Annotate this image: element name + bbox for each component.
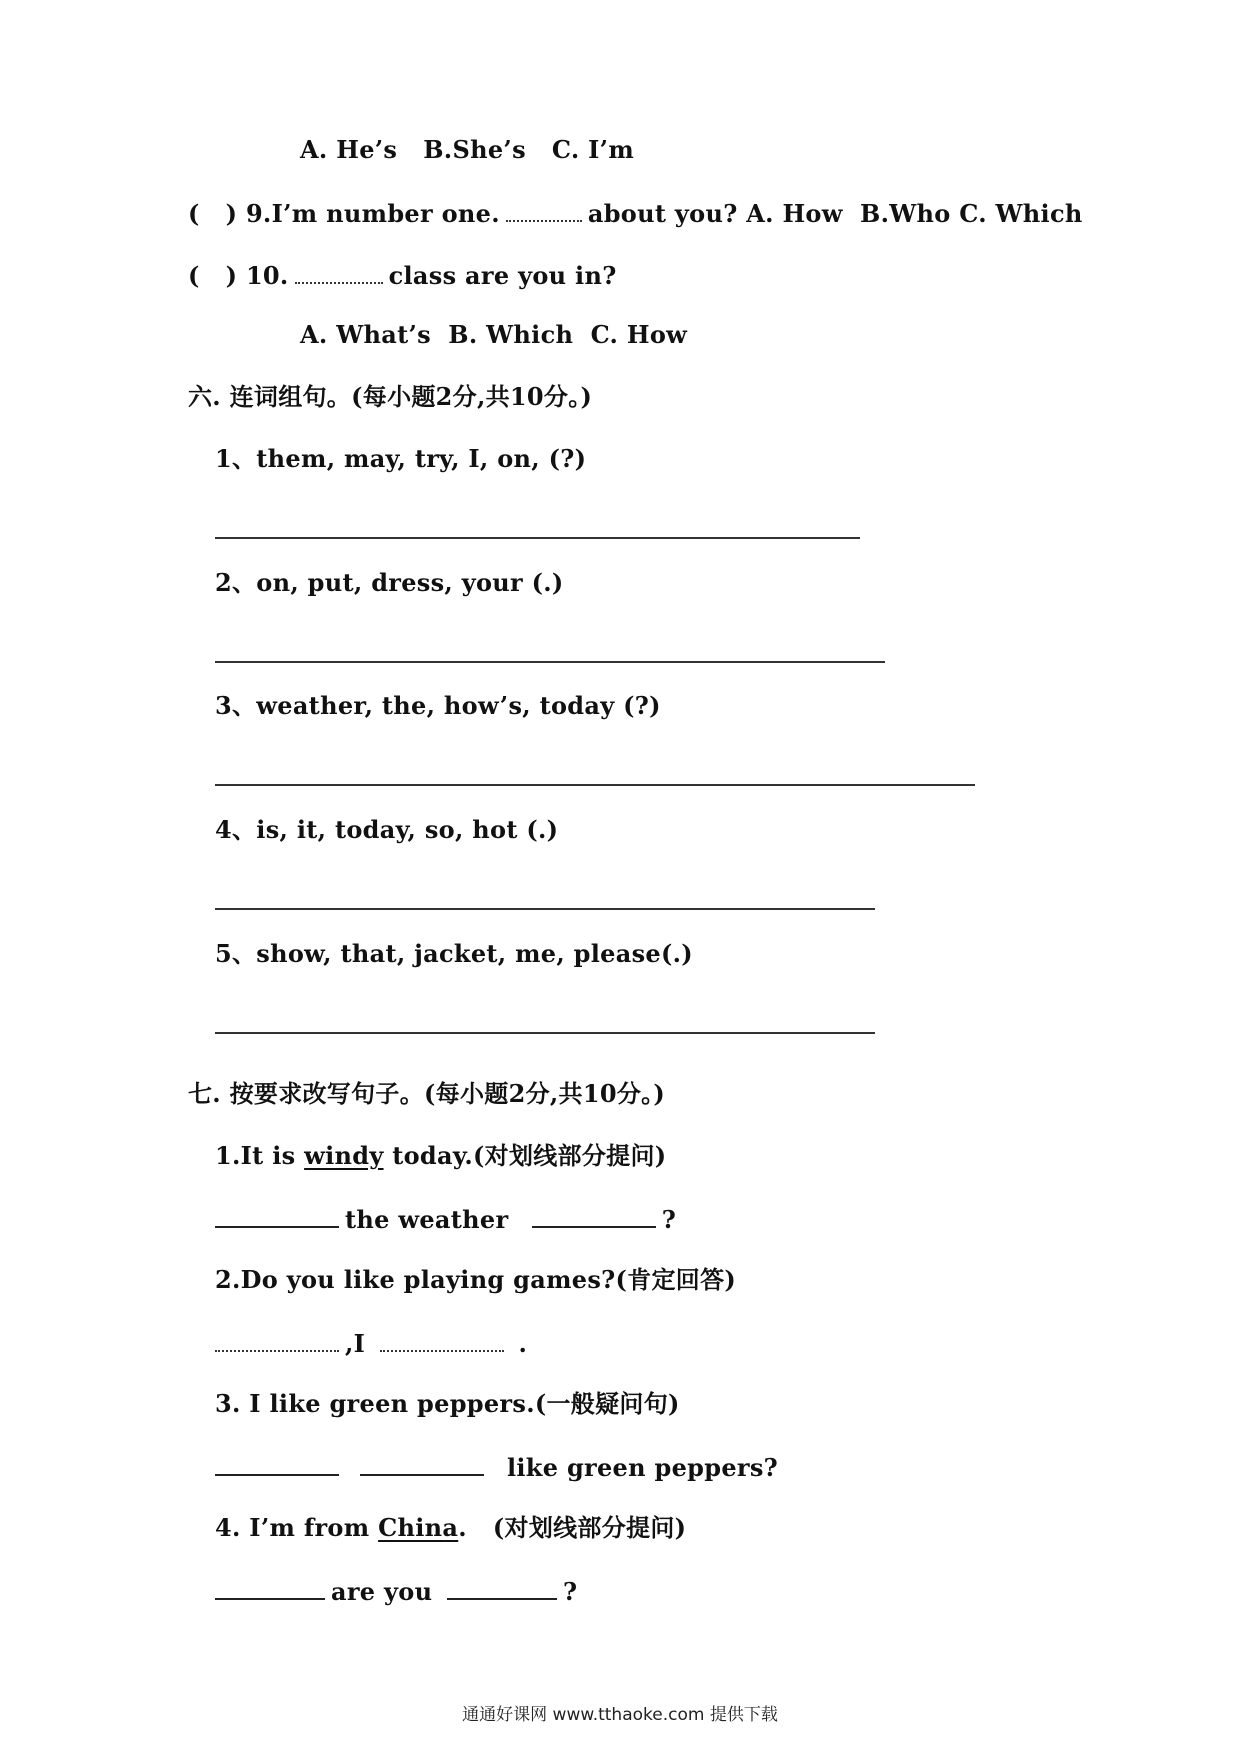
option-a: A. How <box>746 199 843 228</box>
answer-line-2 <box>215 661 885 663</box>
answer-blank <box>215 1326 339 1352</box>
question-text: 9.I’m number one. <box>245 199 500 228</box>
option-b: B. Which <box>448 320 574 349</box>
question-text-end: today.(对划线部分提问) <box>392 1141 667 1170</box>
section-7-heading: 七. 按要求改写句子。(每小题2分,共10分。) <box>188 1079 666 1108</box>
section-7-q2: 2.Do you like playing games?(肯定回答) <box>215 1265 737 1294</box>
question-10 <box>188 258 617 292</box>
answer-end: ? <box>562 1577 578 1606</box>
answer-line-1 <box>215 537 860 539</box>
answer-blank <box>447 1574 557 1600</box>
answer-blank <box>360 1450 484 1476</box>
section-7-q2-answer <box>215 1326 527 1360</box>
question-9 <box>188 196 1083 230</box>
answer-blank <box>532 1202 656 1228</box>
section-6-item-4: 4、is, it, today, so, hot (.) <box>215 815 559 844</box>
option-b: B.She’s <box>423 135 526 164</box>
section-6-item-5: 5、show, that, jacket, me, please(.) <box>215 939 693 968</box>
section-6-item-1: 1、them, may, try, I, on, (?) <box>215 444 587 473</box>
option-c: C. How <box>590 320 688 349</box>
section-7-q3-answer <box>215 1450 778 1484</box>
option-c: C. I’m <box>551 135 635 164</box>
answer-text: ,I <box>345 1329 366 1358</box>
answer-text: the weather <box>345 1205 509 1234</box>
answer-line-3 <box>215 784 975 786</box>
underlined-word: windy <box>304 1141 384 1170</box>
answer-blank <box>506 196 582 222</box>
option-a: A. What’s <box>300 320 431 349</box>
answer-blank <box>215 1574 325 1600</box>
answer-blank <box>380 1326 504 1352</box>
answer-text: are you <box>331 1577 433 1606</box>
section-6-item-2: 2、on, put, dress, your (.) <box>215 568 564 597</box>
answer-blank <box>215 1450 339 1476</box>
option-c: C. Which <box>959 199 1083 228</box>
answer-paren: ( ) <box>188 261 238 290</box>
answer-blank <box>295 258 383 284</box>
section-7-q4-answer <box>215 1574 577 1608</box>
underlined-word: China <box>378 1513 459 1542</box>
section-6-item-3: 3、weather, the, how’s, today (?) <box>215 691 661 720</box>
option-a: A. He’s <box>300 135 398 164</box>
question-text-end: about you? <box>587 199 738 228</box>
option-b: B.Who <box>860 199 951 228</box>
question-text-end: . (对划线部分提问) <box>458 1513 687 1542</box>
question-text: 4. I’m from <box>215 1513 370 1542</box>
answer-blank <box>215 1202 339 1228</box>
section-7-q3: 3. I like green peppers.(一般疑问句) <box>215 1389 680 1418</box>
footer-credit: 通通好课网 www.tthaoke.com 提供下载 <box>462 1705 778 1725</box>
answer-paren: ( ) <box>188 199 238 228</box>
section-7-q1-answer <box>215 1202 676 1236</box>
question-text: 1.It is <box>215 1141 296 1170</box>
question-text-end: class are you in? <box>388 261 617 290</box>
q8-options <box>300 134 634 166</box>
section-7-q1 <box>215 1140 666 1172</box>
answer-text: like green peppers? <box>506 1453 779 1482</box>
answer-line-5 <box>215 1032 875 1034</box>
q10-options <box>300 319 687 351</box>
section-6-heading: 六. 连词组句。(每小题2分,共10分。) <box>188 382 593 411</box>
section-7-q4 <box>215 1512 686 1544</box>
answer-end: ? <box>661 1205 677 1234</box>
answer-line-4 <box>215 908 875 910</box>
answer-end: . <box>518 1329 528 1358</box>
question-text: 10. <box>245 261 289 290</box>
